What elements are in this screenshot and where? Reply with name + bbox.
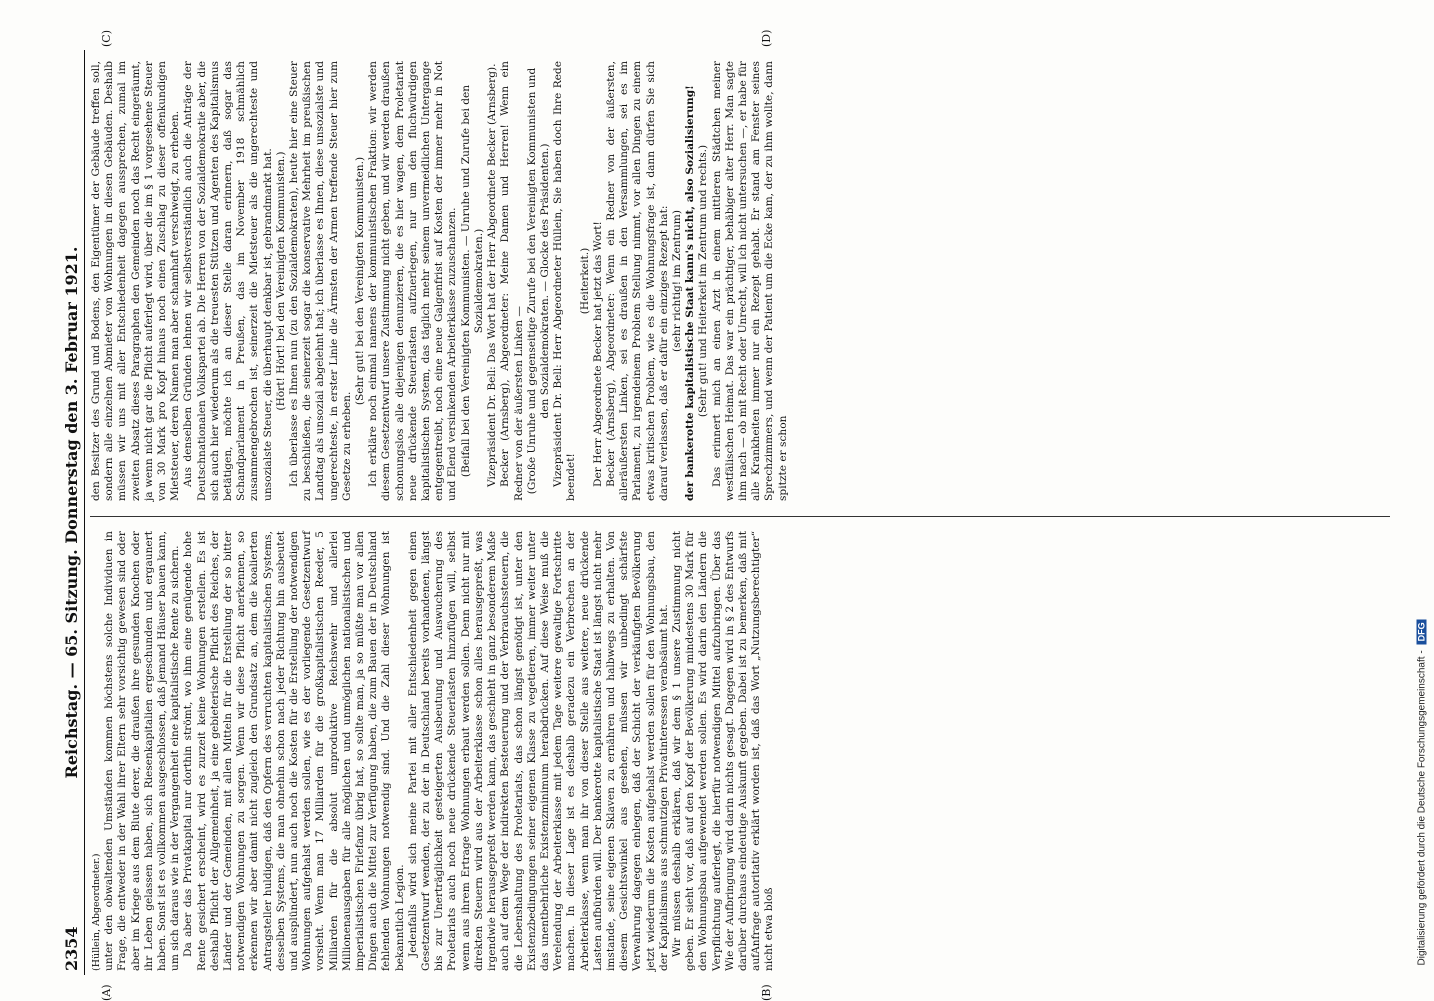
page-header [60, 50, 85, 975]
paragraph: Ich überlasse es Ihnen nun (zu den Sozialdemokraten), heute hier eine Steuer zu beschließen, die seinerzeit sogar die konservative Mehrheit im preußischen Landtag als unsozial abgelehnt hat; ich überlasse es Ihnen, diese unsozialste und ungerechteste, in erster Linie die Ärmsten der Armen treffende Steuer hier zum Gesetze zu erheben. [288, 61, 353, 501]
interjection: (Große Unruhe und gegenseitige Zurufe bei den Vereinigten Kommunisten und den Sozialdemokraten. — Glocke des Präsidenten.) [525, 67, 551, 495]
interjection: (Hört! Hört! bei den Vereinigten Kommunisten.) [274, 151, 287, 411]
side-credit-strip [1418, 10, 1432, 990]
speaker-paragraph: Vizepräsident Dr. Bell: Herr Abgeordneter Hüllein, Sie haben doch Ihre Rede beendet! [552, 61, 578, 501]
text-column-right [90, 61, 790, 501]
digitization-credit [1417, 6, 1428, 966]
page-number: 2354 [62, 926, 81, 971]
emphasis-line: der bankerotte kapitalistische Staat kann's nicht, also Sozialisierung! [684, 85, 697, 501]
paragraph: unter den obwaltenden Umständen kommen höchstens solche Individuen in Frage, die entweder in der Wahl ihrer Eltern sehr vorsichtig gewesen sind oder aber im Kriege aus dem Blute derer, die draußen ihre gesunden Knochen oder ihr Leben gelassen haben, sich Riesenkapitalien ergeschunden und ergaunert haben. Sonst ist es vollkommen ausgeschlossen, daß jemand Häuser bauen kann, um sich daraus wie in der Vergangenheit eine kapitalistische Rente zu sichern. [103, 531, 182, 971]
paragraph: Das erinnert mich an einen Arzt in einem mittleren Städtchen meiner westfälischen Heimat. Das war ein prächtiger, behäbiger alter Herr. Man sagte ihm nach — ob mit Recht oder Unrecht, will ich nicht untersuchen —, er habe für alle Krankheiten immer nur ein Rezept gehabt. Er stand am Fenster seines Sprechzimmers, und wenn der Patient um die Ecke kam, der zu ihm wollte, dann spitzte er schon [710, 61, 789, 501]
paragraph: Aus denselben Gründen lehnen wir selbstverständlich auch die Anträge der Deutschnationalen Volkspartei ab. Die Herren von der Sozialdemokratie aber, die sich auch hier wiederum als die treuesten Stützen und Agenten des Kapitalismus betätigen, möchte ich an dieser Stelle daran erinnern, daß sogar das Schandparlament in Preußen, das im November 1918 schmählich zusammengebrochen ist, seinerzeit die Mietsteuer als die ungerechteste und unsozialste Steuer, die überhaupt denkbar ist, gebrandmarkt hat. [182, 61, 274, 501]
paragraph: Der Herr Abgeordnete Becker hat jetzt das Wort! [591, 221, 604, 487]
credit-text: Digitalisierung gefördert durch die Deutsche Forschungsgemeinschaft - [1416, 650, 1428, 966]
speaker-paragraph: Vizepräsident Dr. Bell: Das Wort hat der Herr Abgeordnete Becker (Arnsberg). [486, 63, 499, 487]
margin-marker-b: (B) [760, 984, 773, 1001]
interjection: (Sehr gut! bei den Vereinigten Kommunisten.) [354, 156, 367, 406]
margin-marker-a: (A) [100, 984, 113, 1001]
speaker-note: (Hüllein, Abgeordneter.) [91, 853, 102, 971]
speaker-paragraph: Becker (Arnsberg), Abgeordneter: Meine Damen und Herren! Wenn ein Redner von der äußersten Linken — [499, 61, 525, 501]
column-divider [90, 516, 1390, 517]
interjection: (Heiterkeit.) [578, 247, 591, 315]
rotated-page-content [60, 29, 1400, 1001]
text-column-left [90, 531, 777, 971]
interjection: (sehr richtig! im Zentrum) [670, 210, 683, 352]
page-title: Reichstag. — 65. Sitzung. Donnerstag den 3. Februar 1921. [62, 246, 81, 779]
speaker-paragraph: Becker (Arnsberg), Abgeordneter: Wenn ein Redner von der äußersten, alleräußersten Linken, sei es draußen in den Versammlungen, sei es im Parlament, zu irgendeinem Problem Stellung nimmt, vor allen Dingen zu einem etwas kritischen Problem, wie es die Wohnungsfrage ist, dann dürfen Sie sich darauf verlassen, daß er dafür ein einziges Rezept hat: [604, 61, 670, 501]
paragraph: Da aber das Privatkapital nur dorthin strömt, wo ihm eine genügende hohe Rente gesichert erscheint, wird es zurzeit keine Wohnungen erstellen. Es ist deshalb Pflicht der Allgemeinheit, ja eine gebieterische Pflicht des Reiches, der Länder und der Gemeinden, mit allen Mitteln für die Erstellung der so bitter notwendigen Wohnungen zu sorgen. Wenn wir diese Pflicht anerkennen, so erkennen wir aber damit nicht zugleich den Grundsatz an, dem die koalierten Antragsteller huldigen, daß den Opfern des verruchten kapitalistischen Systems, desselben Systems, die man ohnehin schon nach jeder Richtung hin ausbeutet und ausplündert, nun auch noch die Kosten für die Erstellung der notwendigen Wohnungen aufgehalst werden sollen, wie es der vorliegende Gesetzentwurf vorsieht. Wenn man 17 Milliarden für die großkapitalistischen Reeder, 5 Milliarden für die absolut unproduktive Reichswehr und allerlei Millionenausgaben für alle möglichen und unmöglichen nationalistischen und imperialistischen Firlefanz übrig hat, so sollte man, ja so müßte man vor allen Dingen auch die Mittel zur Verfügung haben, die zum Bauen der in Deutschland fehlenden Wohnungen notwendig sind. Und die Zahl dieser Wohnungen ist bekanntlich Legion. [182, 531, 406, 971]
interjection: (Sehr gut! und Heiterkeit im Zentrum und rechts.) [697, 144, 710, 418]
paragraph: den Besitzer des Grund und Bodens, den Eigentümer der Gebäude treffen soll, sondern alle einzelnen Abmieter von Wohnungen in diesen Gebäuden. Deshalb müssen wir uns mit aller Entschiedenheit dagegen aussprechen, zumal im zweiten Absatz dieses Paragraphen den Gemeinden noch das Recht eingeräumt, ja wenn nicht gar die Pflicht auferlegt wird, über die im § 1 vorgesehene Steuer von 30 Mark pro Kopf hinaus noch einen Zuschlag zu dieser offenkundigen Mietsteuer, deren Namen man aber schamhaft verschweigt, zu erheben. [90, 61, 182, 501]
interjection: (Beifall bei den Vereinigten Kommunisten. — Unruhe und Zurufe bei den Sozialdemokraten.) [459, 84, 485, 478]
paragraph: Ich erkläre noch einmal namens der kommunistischen Fraktion: wir werden diesem Gesetzentwurf unsere Zustimmung nicht geben, und wir werden draußen schonungslos alle diejenigen denunzieren, die es hier wagen, dem Proletariat neue drückende Steuerlasten aufzuerlegen, nur um den fluchwürdigen kapitalistischen System, das täglich mehr seinem unvermeidlichen Untergange entgegentreibt, noch eine neue Galgenfrist auf Kosten der immer mehr in Not und Elend versinkenden Arbeiterklasse zuzuschanzen. [367, 61, 459, 501]
paragraph: Wir müssen deshalb erklären, daß wir dem § 1 unsere Zustimmung nicht geben. Er sieht vor, daß auf den Kopf der Bevölkerung mindestens 30 Mark für den Wohnungsbau aufgewendet werden sollen. Es wird darin den Ländern die Verpflichtung auferlegt, die hierfür notwendigen Mittel aufzubringen. Über das Wie der Aufbringung wird darin nichts gesagt. Dagegen wird in § 2 des Entwurfs darüber durchaus eindeutige Auskunft gegeben. Dabei ist zu bemerken, daß mit aufAnfrage autoritativ erklärt worden ist, daß das Wort „Nutzungsberechtigter“ nicht etwa bloß [670, 531, 776, 971]
margin-marker-c: (C) [100, 30, 113, 47]
paragraph: Jedenfalls wird sich meine Partei mit aller Entschiedenheit gegen einen Gesetzentwurf wenden, der zu der in Deutschland bereits vorhandenen, längst bis zur Unerträglichkeit gesteigerten Ausbeutung und Auswucherung des Proletariats auch noch neue drückende Steuerlasten hinzufügen will, selbst wenn aus ihrem Ertrage Wohnungen erbaut werden sollen. Denn nicht nur mit direkten Steuern wird aus der Arbeiterklasse schon alles herausgepreßt, was irgendwie herausgepreßt werden kann, das geschieht in ganz besonderem Maße auch auf dem Wege der indirekten Besteuerung und der Verbrauchssteuern, die die Lebenshaltung des Proletariats, das schon längst genötigt ist, unter den Existenzbedingungen seiner eigenen Klasse zu vegetieren, immer weiter unter das unentbehrliche Existenzminimum herabdrücken. Auf diese Weise muß die Verelendung der Arbeiterklasse mit jedem Tage weitere gewaltige Fortschritte machen. In dieser Lage ist es deshalb geradezu ein Verbrechen an der Arbeiterklasse, wenn man ihr von dieser Stelle aus weitere, neue drückende Lasten aufbürden will. Der bankerotte kapitalistische Staat ist längst nicht mehr imstande, seine eigenen Sklaven zu ernähren und halbwegs zu erhalten. Von diesem Gesichtswinkel aus gesehen, müssen wir unbedingt schärfste Verwahrung dagegen einlegen, daß der Schicht der verkäufigten Bevölkerung jetzt wiederum die Kosten aufgehalst werden sollen für den Wohnungsbau, den der Kapitalismus aus schmutzigen Privatinteressen verabsäumt hat. [406, 531, 670, 971]
dfg-logo: DFG [1417, 619, 1427, 644]
margin-marker-d: (D) [760, 29, 773, 47]
